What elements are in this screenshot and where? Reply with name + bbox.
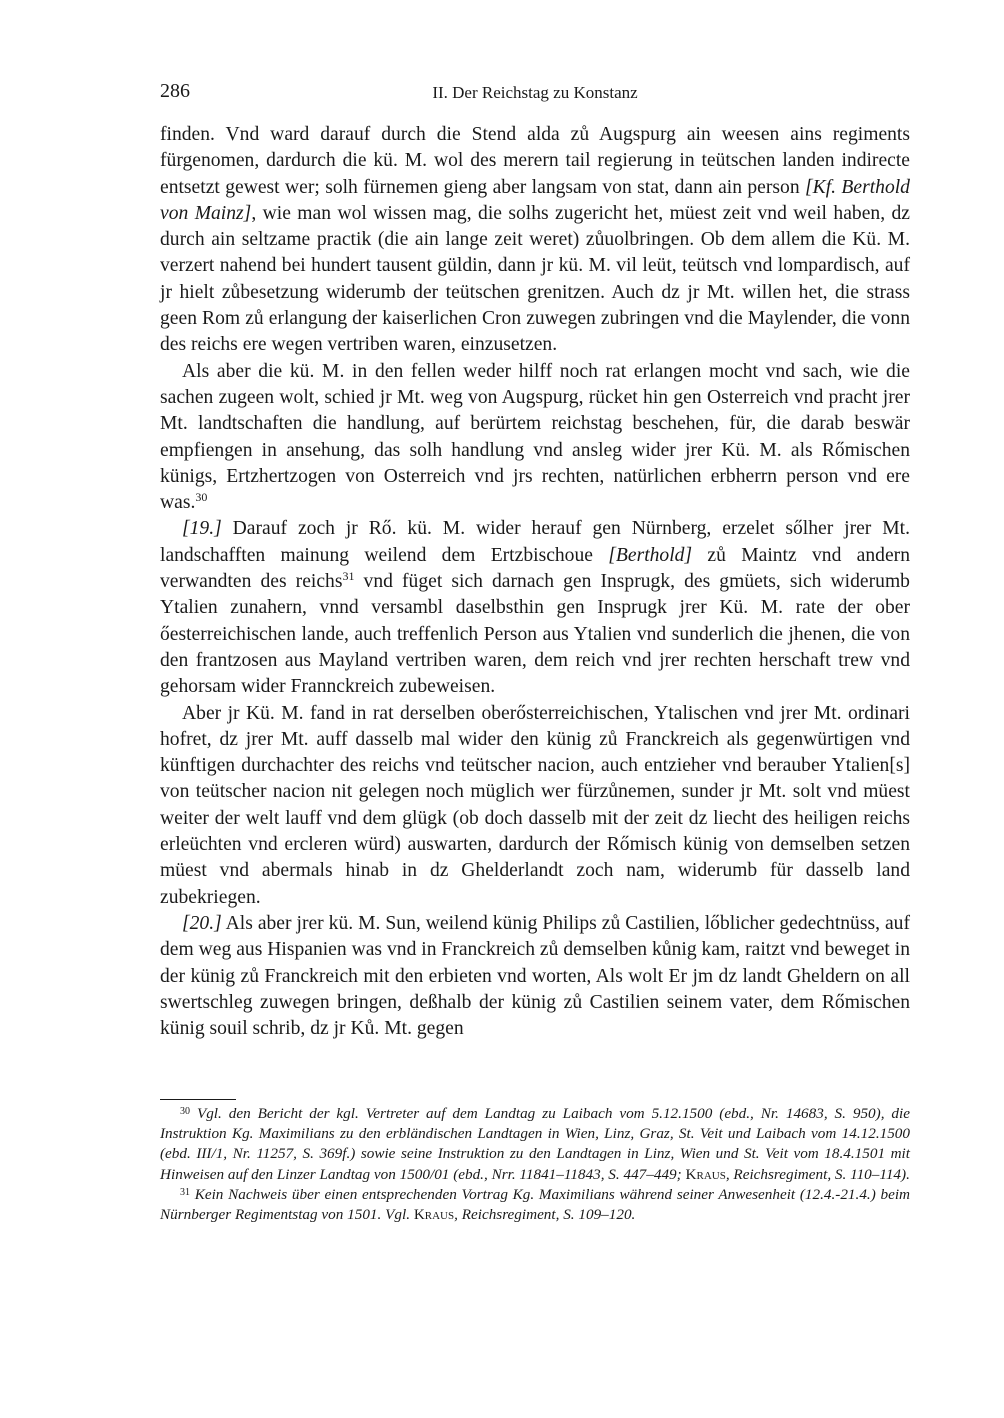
text-span: Darauf zoch jr Rő. kü. M. wider herauf gen Nürnberg, erzelet sőlher jrer Mt. landschafften mainung weilend dem Ertzbischoue (160, 518, 910, 566)
footnote-ref-30[interactable]: 30 (195, 490, 208, 505)
text-span: , wie man wol wissen mag, die solhs zugericht het, müest zeit vnd weil haben, dz durch ain seltzame practik (die ain lange zeit weret) zůuolbringen. Ob dem allem die Kü. M. verzert nahend bei hundert tausent güldin, dann jr kü. M. vil leüt, teütsch vnd lompardisch, auf jr hielt zůbesetzung widerumb der teütschen grenitzen. Auch dz jr Mt. willen het, die strass geen Rom zů erlangung der kaiserlichen Cron zuwegen zubringen vnd die Maylender, die vonn des reichs ere wegen vertriben waren, einzusetzen. (160, 202, 910, 356)
text-span: finden. Vnd ward darauf durch die Stend alda zů Augspurg ain weesen ains regiments fürgenomen, dardurch die kü. M. wol des merern tail regierung in teütschen landen indirecte entsetzt gewest wer; solh fürnemen gieng aber langsam von stat, dann ain person (160, 124, 910, 198)
footnotes (160, 1104, 910, 1225)
paragraph-5 (160, 911, 910, 1042)
footnote-text: , Reichsregiment, S. 109–120. (454, 1206, 636, 1224)
paragraph-3 (160, 516, 910, 700)
paragraph-1 (160, 122, 910, 359)
footnote-number: 30 (180, 1106, 190, 1117)
footnote-ref-31[interactable]: 31 (342, 569, 355, 584)
footnote-31 (160, 1185, 910, 1225)
section-marker: [20.] (182, 912, 222, 934)
text-span: vnd füget sich darnach gen Insprugk, des gmüets, sich widerumb Ytalien zunahern, vnnd versambl daselbsthin gen Insprugk jrer Kü. M. rate der ober őesterreichischen lande, auch treffenlich Person aus Ytalien vnd sunderlich die jhenen, die von den frantzosen aus Mayland vertriben waren, dem reich vnd jrer rechten herschaft trew vnd gehorsam wider Frannckreich zubeweisen. (160, 571, 910, 698)
footnote-number: 31 (180, 1186, 190, 1198)
text-span: zů Maintz vnd andern verwandten des reichs (160, 544, 910, 593)
paragraph-4: Aber jr Kü. M. fand in rat derselben oberősterreichischen, Ytalischen vnd jrer Mt. ordinari hofret, dz jrer Mt. auff dasselb mal wider den künig zů Franckreich als gegenwürtigen vnd künftigen durchachter des reichs vnd teütscher nacion, auch entzieher vnd berauber Ytalien[s] von teütscher nacion nit gelegen noch müglich wer fürzůnemen, sunder jr Mt. solt vnd müest weiter der welt lauff vnd dem glügk (ob doch dasselb mit der zeit dz liecht des heiligen reichs erleüchten vnd ercleren würd) auswarten, dardurch der Rőmisch künig von demselben setzen müest vnd abermals hinab in dz Ghelderlandt zoch nam, widerumb für dasselb land zubekriegen. (160, 702, 910, 908)
author-name: Kraus (685, 1165, 726, 1183)
footnote-text: Vgl. den Bericht der kgl. Vertreter auf dem Landtag zu Laibach vom 5.12.1500 (ebd., Nr. 14683, S. 950), die Instruktion Kg. Maximilians zu den erbländischen Landtagen in Wien, Linz, Graz, St. Veit und Laibach vom 14.12.1500 (ebd. III/1, Nr. 11257, S. 369f.) sowie seine Instruktion zu den Landtagen in Linz, Wien und St. Veit vom 18.4.1501 mit Hinweisen auf den Linzer Landtag von 1500/01 (ebd., Nrr. 11841–11843, S. 447–449; (160, 1105, 910, 1183)
footnote-text: , Reichsregiment, S. 110–114). (725, 1165, 910, 1183)
text-span: Als aber die kü. M. in den fellen weder hilff noch rat erlangen mocht vnd sach, wie die sachen zugeen wolt, schied jr Mt. weg von Augspurg, rücket hin gen Osterreich vnd pracht jrer Mt. landtschaften die handlung, auf berürtem reichstag beschehen, für, die darab beswär empfiengen in ansehung, das solh handlung vnd ansleg wider jrer Kü. M. als Rőmischen künigs, Ertzhertzogen von Osterreich vnd jrs rechten, natürlichen erbherrn person vnd ere was. (160, 360, 910, 514)
editorial-insertion: [Kf. Berthold von Mainz] (160, 176, 910, 224)
editorial-insertion: [Berthold] (608, 544, 693, 566)
main-text (160, 122, 910, 1042)
text-span: Als aber jrer kü. M. Sun, weilend künig Philips zů Castilien, lőblicher gedechtnüss, auf dem weg aus Hispanien was vnd in Franckreich zů demselben kůnig kam, raitzt vnd beweget in der künig zů Franckreich mit den erbieten vnd worten, Als wolt Er jm dz landt Gheldern on all swertschleg zuwegen bringen, deßhalb der künig zů Castilien seinem vater, dem Rőmischen künig souil schrib, dz jr Ků. Mt. gegen (160, 912, 910, 1040)
page-number: 286 (160, 80, 190, 102)
chapter-title: II. Der Reichstag zu Konstanz (432, 83, 638, 102)
author-name: Kraus (413, 1206, 455, 1224)
footnote-text: Kein Nachweis über einen entsprechenden Vortrag Kg. Maximilians während seiner Anwesenheit (12.4.-21.4.) beim Nürnberger Regimentstag von 1501. Vgl. (160, 1185, 911, 1224)
footnote-30 (160, 1104, 910, 1185)
section-marker: [19.] (182, 518, 222, 540)
footnote-rule (160, 1099, 236, 1100)
paragraph-2 (160, 359, 910, 517)
running-header (160, 80, 910, 110)
